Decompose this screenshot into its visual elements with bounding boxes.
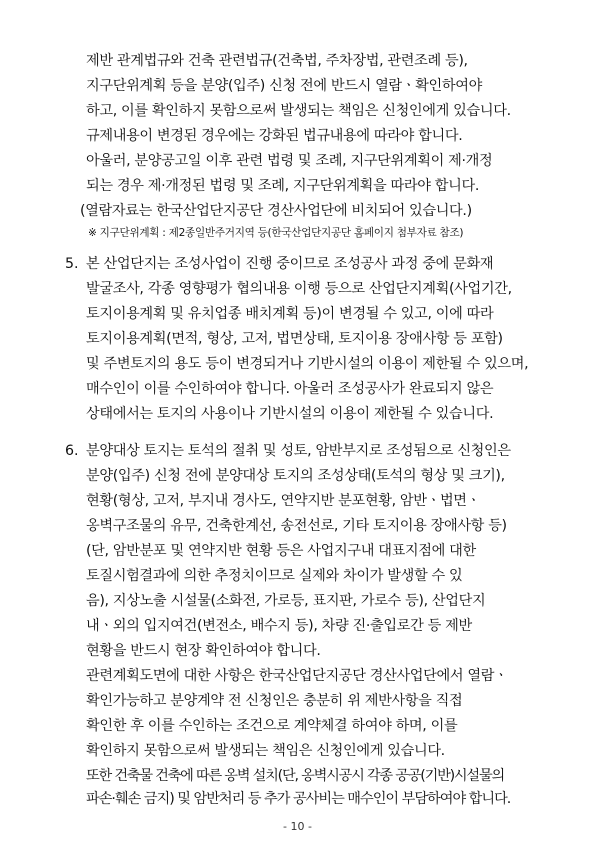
item-6-line: 토질시험결과에 의한 추정치이므로 실제와 차이가 발생할 수 있 <box>86 568 463 584</box>
item-6-line: 또한 건축물 건축에 따른 옹벽 설치(단, 옹벽시공시 각종 공공(기반)시설물의 <box>86 768 504 784</box>
intro-line: 제반 관계법규와 건축 관련법규(건축법, 주차장법, 관련조례 등), <box>86 53 468 69</box>
item-5-line: 토지이용계획 및 유치업종 배치계획 등)이 변경될 수 있고, 이에 따라 <box>86 306 494 322</box>
item-5-line: 토지이용계획(면적, 형상, 고저, 법면상태, 토지이용 장애사항 등 포함) <box>86 331 503 347</box>
item-6-number: 6. <box>65 443 79 459</box>
item-5-line: 상태에서는 토지의 사용이나 기반시설의 이용이 제한될 수 있습니다. <box>86 406 494 422</box>
item-6-line: 확인하지 못함으로써 발생되는 책임은 신청인에게 있습니다. <box>86 743 445 759</box>
item-5-line: 발굴조사, 각종 영향평가 협의내용 이행 등으로 산업단지계획(사업기간, <box>86 281 512 297</box>
item-6-line: 내ㆍ외의 입지여건(변전소, 배수지 등), 차량 진·출입로간 등 제반 <box>86 618 472 634</box>
item-6-line: 현황을 반드시 현장 확인하여야 합니다. <box>86 643 321 659</box>
item-6-line: 현황(형상, 고저, 부지내 경사도, 연약지반 분포현황, 암반ㆍ법면ㆍ <box>86 493 481 509</box>
intro-line: 아울러, 분양공고일 이후 관련 법령 및 조례, 지구단위계획이 제·개정 <box>86 153 493 169</box>
item-6-line: 분양(입주) 신청 전에 분양대상 토지의 조성상태(토석의 형상 및 크기), <box>86 468 505 484</box>
intro-note: ※ 지구단위계획 : 제2종일반주거지역 등(한국산업단지공단 홈페이지 첨부자료 참조) <box>88 227 464 239</box>
item-5-line: 매수인이 이를 수인하여야 합니다. 아울러 조성공사가 완료되지 않은 <box>86 381 494 397</box>
item-6-line: 음), 지상노출 시설물(소화전, 가로등, 표지판, 가로수 등), 산업단지 <box>86 593 486 609</box>
intro-line: 하고, 이를 확인하지 못함으로써 발생되는 책임은 신청인에게 있습니다. <box>86 103 511 119</box>
intro-line: (열람자료는 한국산업단지공단 경산사업단에 비치되어 있습니다.) <box>80 203 472 219</box>
item-5-line: 본 산업단지는 조성사업이 진행 중이므로 조성공사 과정 중에 문화재 <box>86 256 494 272</box>
item-5-number: 5. <box>65 256 79 272</box>
item-6-line: 분양대상 토지는 토석의 절취 및 성토, 암반부지로 조성됨으로 신청인은 <box>86 443 511 459</box>
item-5-line: 및 주변토지의 용도 등이 변경되거나 기반시설의 이용이 제한될 수 있으며, <box>86 356 529 372</box>
item-6-line: 관련계획도면에 대한 사항은 한국산업단지공단 경산사업단에서 열람ㆍ <box>86 668 508 684</box>
intro-line: 되는 경우 제·개정된 법령 및 조례, 지구단위계획을 따라야 합니다. <box>86 178 479 194</box>
item-6-line: 파손·훼손 금지) 및 암반처리 등 추가 공사비는 매수인이 부담하여야 합니다. <box>86 791 511 807</box>
item-6-line: 확인가능하고 분양계약 전 신청인은 충분히 위 제반사항을 직접 <box>86 693 463 709</box>
item-6-line: 확인한 후 이를 수인하는 조건으로 계약체결 하여야 하며, 이를 <box>86 718 458 734</box>
item-6-line: 옹벽구조물의 유무, 건축한계선, 송전선로, 기타 토지이용 장애사항 등) <box>86 518 507 534</box>
intro-line: 지구단위계획 등을 분양(입주) 신청 전에 반드시 열람ㆍ확인하여야 <box>86 78 482 94</box>
item-6-line: (단, 암반분포 및 연약지반 현황 등은 사업지구내 대표지점에 대한 <box>86 543 476 559</box>
page-number: - 10 - <box>283 820 312 833</box>
intro-line: 규제내용이 변경된 경우에는 강화된 법규내용에 따라야 합니다. <box>86 128 463 144</box>
